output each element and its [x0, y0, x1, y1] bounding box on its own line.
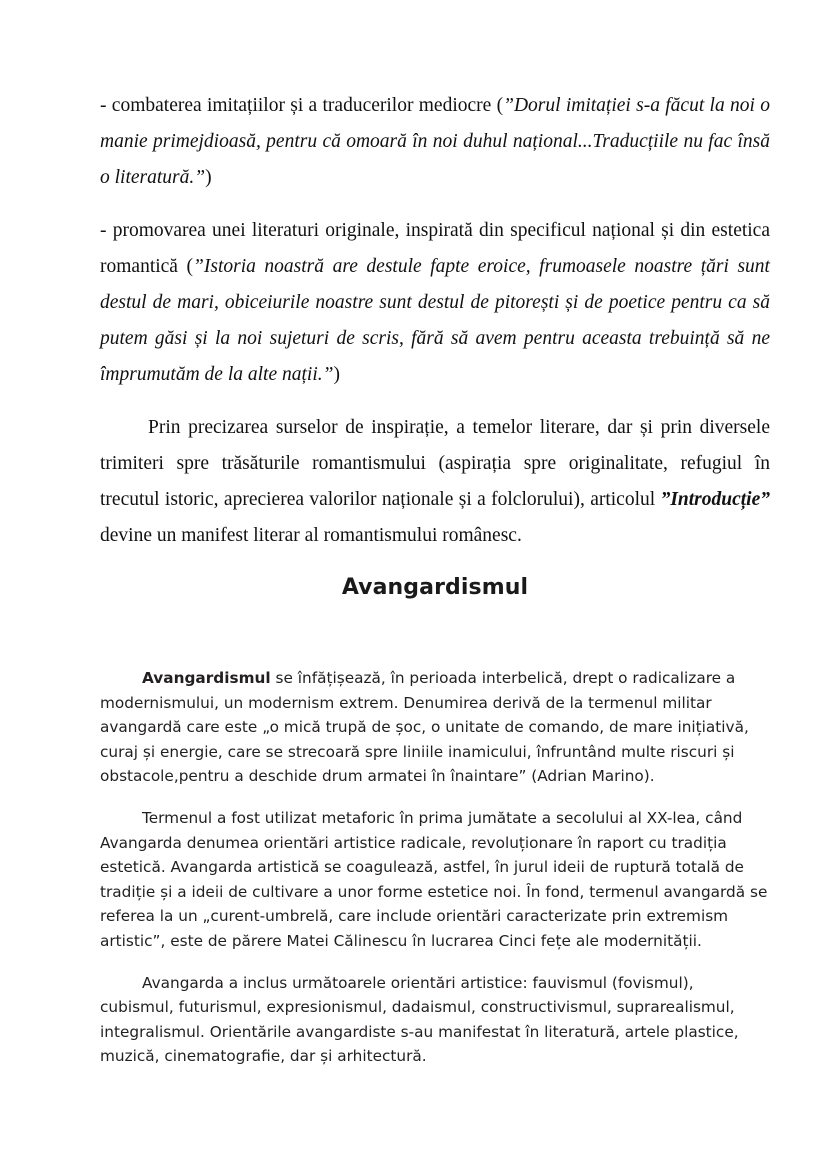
- conclusion-text-part-one: Prin precizarea surselor de inspirație, a temelor literare, dar și prin diversele trimiteri spre trăsăturile romantismului (aspirația spre originalitate, refugiul în trecutul istoric, aprecierea valorilor naționale și a folclorului), articolul: [100, 417, 770, 510]
- conclusion-text-part-two: devine un manifest literar al romantismului românesc.: [100, 525, 522, 546]
- bullet-quote-text: ”Istoria noastră are destule fapte eroice, frumoasele noastre țări sunt destul de mari, obiceiurile noastre sunt destul de pitorești și de poetice pentru ca să putem găsi și la noi sujeturi de scris, fără să avem pentru aceasta trebuință să ne împrumutăm de la alte nații.”: [100, 256, 770, 385]
- paragraph-body-text: se înfățișează, în perioada interbelică, drept o radicalizare a modernismului, un modernism extrem. Denumirea derivă de la termenul militar avangardă care este „o mică trupă de șoc, o unitate de comando, de mare inițiativă, curaj și energie, care se strecoară spre liniile inamicului, înfruntând multe riscuri și obstacole,pentru a deschide drum armatei în înaintare” (Adrian Marino).: [100, 669, 749, 786]
- bullet-lead-text: - combaterea imitațiilor și a traducerilor mediocre (: [100, 95, 504, 116]
- paragraph-orientari: [100, 971, 770, 1069]
- document-content: [100, 88, 770, 1066]
- section-heading-avangardismul: Avangardismul: [341, 575, 529, 600]
- paragraph-termen: [100, 806, 770, 954]
- paragraph-conclusion: [100, 410, 770, 554]
- romanticism-section: [100, 88, 770, 554]
- paragraph-body-text: Avangarda a inclus următoarele orientări artistice: fauvismul (fovismul), cubismul, futurismul, expresionismul, dadaismul, constructivismul, suprarealismul, integralismul. Orientările avangardiste s-au manifestat în literatură, artele plastice, muzică, cinematografie, dar și arhitectură.: [100, 973, 739, 1066]
- paragraph-bullet-combaterea: [100, 88, 770, 196]
- paragraph-bullet-promovarea: [100, 213, 770, 393]
- work-title-introducție: ”Introducție”: [660, 489, 770, 510]
- paragraph-definitie: [100, 666, 770, 789]
- lead-term-avangardismul: Avangardismul: [142, 669, 271, 687]
- bullet-tail-text: ): [205, 167, 212, 188]
- bullet-quote-text: ”Dorul imitației s-a făcut la noi o manie primejdioasă, pentru că omoară în noi duhul național...Traducțiile nu fac însă o literatură.”: [100, 95, 770, 188]
- paragraph-body-text: Termenul a fost utilizat metaforic în prima jumătate a secolului al XX-lea, când Avangarda denumea orientări artistice radicale, revoluționare în raport cu tradiția estetică. Avangarda artistică se coagulează, astfel, în jurul ideii de ruptură totală de tradiție și a ideii de cultivare a unor forme estetice noi. În fond, termenul avangardă se referea la un „curent-umbrelă, care include orientări caracterizate prin extremism artistic”, este de părere Matei Călinescu în lucrarea Cinci fețe ale modernității.: [100, 808, 768, 950]
- avangardismul-section: [100, 666, 770, 1069]
- bullet-lead-text: - promovarea unei literaturi originale, inspirată din specificul național și din estetica romantică (: [100, 220, 770, 277]
- bullet-tail-text: ): [333, 364, 340, 385]
